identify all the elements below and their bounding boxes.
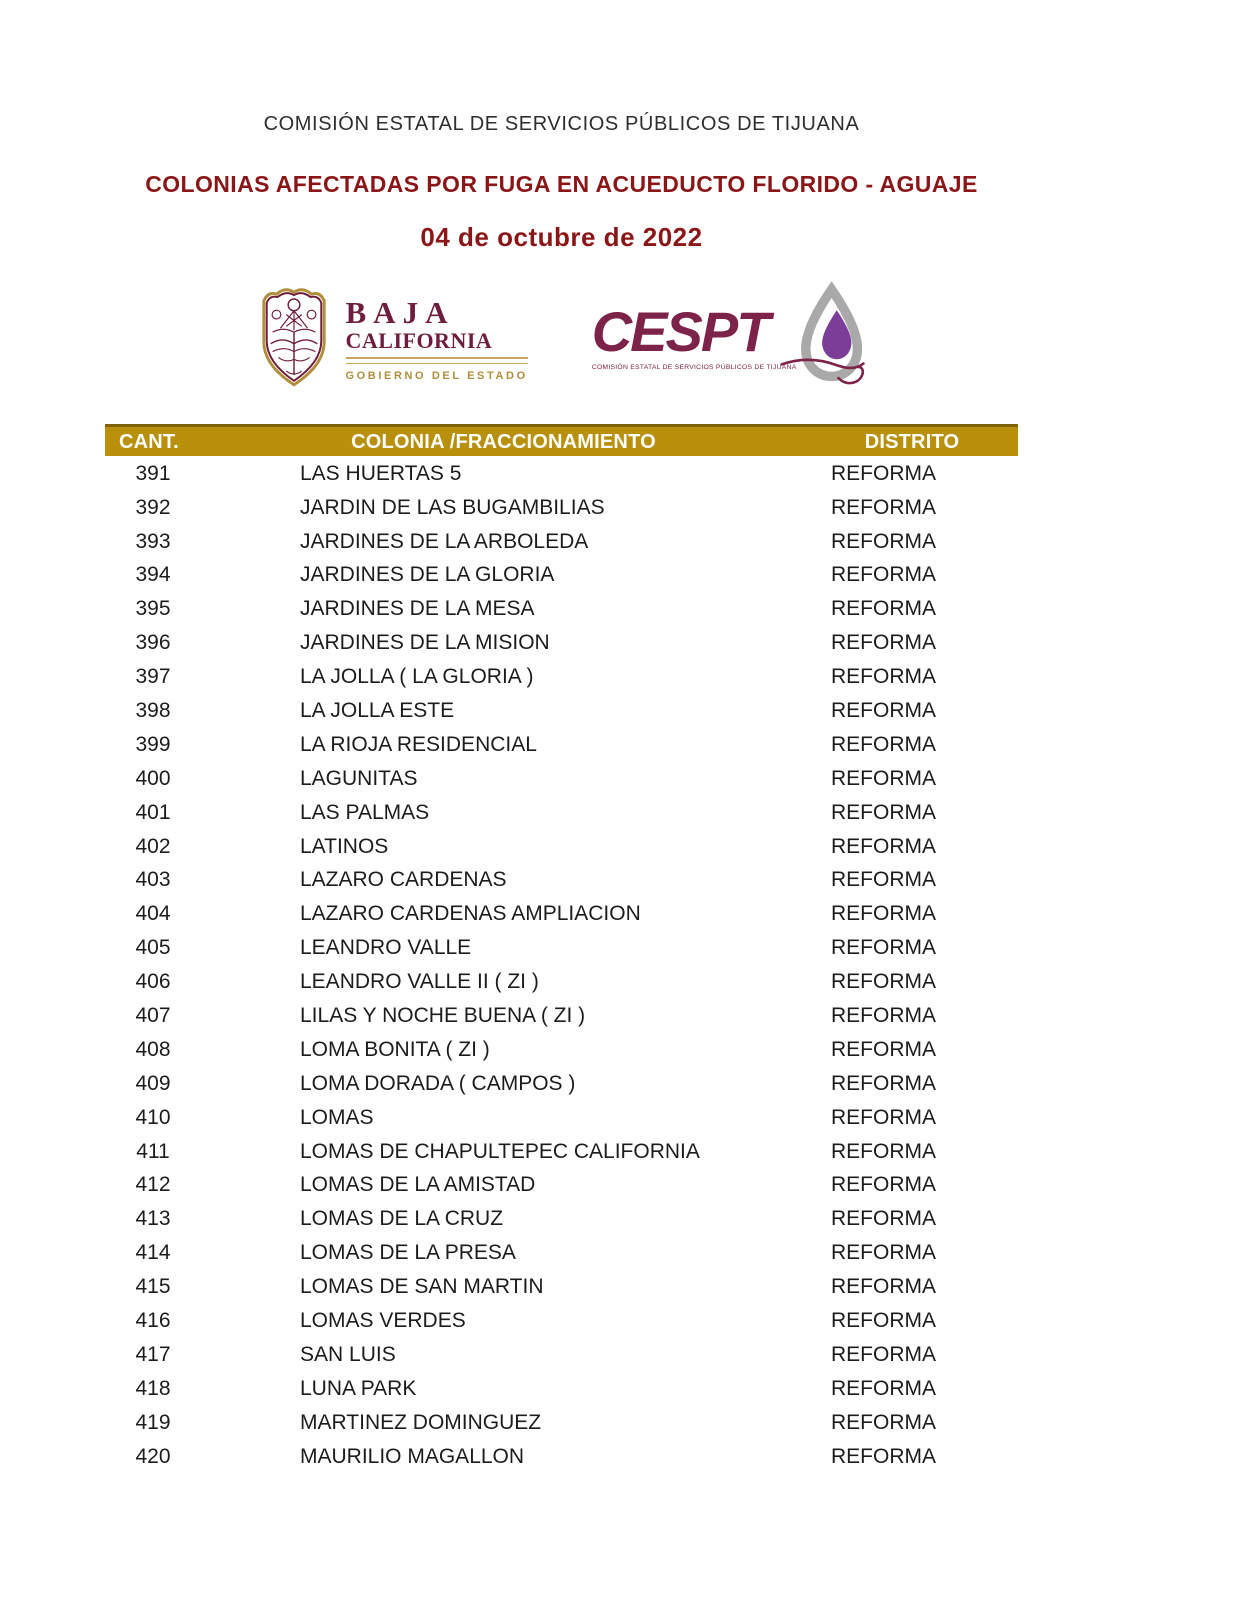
cespt-water-drop-icon: [780, 280, 866, 397]
table-body: [105, 456, 1018, 1473]
cant-cell: 393: [135, 529, 171, 553]
colonia-cell: JARDINES DE LA GLORIA: [300, 563, 555, 587]
colonia-cell: LOMAS DE LA PRESA: [300, 1241, 516, 1265]
table-row: [105, 1439, 1018, 1473]
table-row: [105, 1066, 1018, 1100]
cant-cell: 415: [135, 1275, 171, 1299]
distrito-cell: REFORMA: [831, 461, 936, 485]
cant-cell: 406: [135, 970, 171, 994]
cant-cell: 400: [135, 766, 171, 790]
colonia-cell: LOMAS DE CHAPULTEPEC CALIFORNIA: [300, 1139, 700, 1163]
colonia-cell: JARDIN DE LAS BUGAMBILIAS: [300, 495, 605, 519]
colonia-cell: LOMA BONITA ( ZI ): [300, 1037, 490, 1061]
baja-name-line2: CALIFORNIA: [345, 328, 493, 354]
cant-cell: 402: [135, 834, 171, 858]
table-row: [105, 1304, 1018, 1338]
cespt-logo: [592, 282, 867, 397]
table-row: [105, 490, 1018, 524]
cant-cell: 395: [135, 597, 171, 621]
cant-cell: 399: [135, 732, 171, 756]
table-row: [105, 999, 1018, 1033]
table-row: [105, 897, 1018, 931]
cant-cell: 414: [135, 1241, 171, 1265]
distrito-cell: REFORMA: [831, 1444, 936, 1468]
table-row: [105, 1371, 1018, 1405]
distrito-cell: REFORMA: [831, 1241, 936, 1265]
table-row: [105, 660, 1018, 694]
distrito-cell: REFORMA: [831, 495, 936, 519]
table-row: [105, 456, 1018, 490]
cant-cell: 391: [135, 461, 171, 485]
cant-cell: 403: [135, 868, 171, 892]
table-header-row: [105, 425, 1018, 456]
distrito-cell: REFORMA: [831, 665, 936, 689]
colonia-cell: LATINOS: [300, 834, 389, 858]
baja-wordmark: [346, 297, 528, 382]
distrito-cell: REFORMA: [831, 1342, 936, 1366]
baja-divider-rule: [346, 357, 528, 364]
baja-coat-of-arms-icon: [257, 285, 331, 394]
cant-cell: 411: [136, 1139, 170, 1163]
distrito-cell: REFORMA: [831, 1410, 936, 1434]
cant-cell: 404: [135, 902, 171, 926]
distrito-cell: REFORMA: [831, 868, 936, 892]
colonia-cell: LUNA PARK: [300, 1376, 417, 1400]
cant-cell: 392: [135, 495, 171, 519]
table-row: [105, 1405, 1018, 1439]
colonia-cell: SAN LUIS: [300, 1342, 396, 1366]
colonia-cell: MARTINEZ DOMINGUEZ: [300, 1410, 542, 1434]
table-row: [105, 1337, 1018, 1371]
cespt-acronym: CESPT: [591, 300, 769, 364]
doc-title: COLONIAS AFECTADAS POR FUGA EN ACUEDUCTO FLORIDO - AGUAJE: [145, 171, 978, 197]
colonia-cell: LAZARO CARDENAS: [300, 868, 507, 892]
table-row: [105, 1270, 1018, 1304]
distrito-cell: REFORMA: [831, 766, 936, 790]
colonias-table: [105, 424, 1018, 1473]
document: [105, 0, 1018, 1473]
table-row: [105, 1168, 1018, 1202]
header-colonia: COLONIA /FRACCIONAMIENTO: [351, 430, 656, 453]
table-row: [105, 1236, 1018, 1270]
table-row: [105, 592, 1018, 626]
colonia-cell: JARDINES DE LA MESA: [300, 597, 535, 621]
cespt-subtitle: COMISIÓN ESTATAL DE SERVICIOS PÚBLICOS DE TIJUANA: [591, 363, 797, 371]
table-row: [105, 694, 1018, 728]
colonia-cell: LA JOLLA ( LA GLORIA ): [300, 665, 534, 689]
colonia-cell: LOMA DORADA ( CAMPOS ): [300, 1071, 576, 1095]
colonia-cell: LAS HUERTAS 5: [300, 461, 462, 485]
header-cant: CANT.: [119, 430, 179, 453]
cespt-wordmark: [591, 300, 797, 371]
table-row: [105, 761, 1018, 795]
colonia-cell: JARDINES DE LA MISION: [300, 631, 550, 655]
cant-cell: 413: [135, 1207, 171, 1231]
table-row: [105, 626, 1018, 660]
colonia-cell: LEANDRO VALLE II ( ZI ): [300, 970, 539, 994]
distrito-cell: REFORMA: [831, 563, 936, 587]
table-row: [105, 795, 1018, 829]
org-title: COMISIÓN ESTATAL DE SERVICIOS PÚBLICOS DE TIJUANA: [263, 113, 860, 135]
distrito-cell: REFORMA: [831, 1275, 936, 1299]
cant-cell: 396: [135, 631, 171, 655]
colonia-cell: LA RIOJA RESIDENCIAL: [300, 732, 537, 756]
table-row: [105, 1202, 1018, 1236]
cant-cell: 417: [135, 1342, 171, 1366]
colonia-cell: LOMAS DE LA CRUZ: [300, 1207, 504, 1231]
colonia-cell: LOMAS DE LA AMISTAD: [300, 1173, 536, 1197]
cant-cell: 418: [135, 1376, 171, 1400]
colonia-cell: MAURILIO MAGALLON: [300, 1444, 525, 1468]
baja-name-line1: BAJA: [345, 295, 455, 331]
cant-cell: 416: [135, 1308, 171, 1332]
colonia-cell: LOMAS DE SAN MARTIN: [300, 1275, 544, 1299]
distrito-cell: REFORMA: [831, 698, 936, 722]
distrito-cell: REFORMA: [831, 529, 936, 553]
cant-cell: 401: [135, 800, 171, 824]
header-distrito: DISTRITO: [864, 430, 960, 453]
table-row: [105, 1100, 1018, 1134]
distrito-cell: REFORMA: [831, 631, 936, 655]
cant-cell: 410: [135, 1105, 171, 1129]
colonia-cell: LA JOLLA ESTE: [300, 698, 455, 722]
baja-tagline: GOBIERNO DEL ESTADO: [345, 370, 528, 383]
cant-cell: 398: [135, 698, 171, 722]
logos-row: [105, 283, 1018, 397]
distrito-cell: REFORMA: [831, 1207, 936, 1231]
distrito-cell: REFORMA: [831, 970, 936, 994]
cant-cell: 419: [135, 1410, 171, 1434]
table-row: [105, 829, 1018, 863]
table-row: [105, 727, 1018, 761]
table-row: [105, 931, 1018, 965]
colonia-cell: LOMAS VERDES: [300, 1308, 466, 1332]
colonia-cell: LEANDRO VALLE: [300, 936, 472, 960]
colonia-cell: LOMAS: [300, 1105, 374, 1129]
cant-cell: 405: [135, 936, 171, 960]
colonias-table-section: [105, 424, 1018, 1473]
distrito-cell: REFORMA: [831, 1173, 936, 1197]
distrito-cell: REFORMA: [831, 1376, 936, 1400]
distrito-cell: REFORMA: [831, 1071, 936, 1095]
colonia-cell: LILAS Y NOCHE BUENA ( ZI ): [300, 1003, 586, 1027]
distrito-cell: REFORMA: [831, 936, 936, 960]
table-row: [105, 524, 1018, 558]
distrito-cell: REFORMA: [831, 834, 936, 858]
cant-cell: 412: [135, 1173, 171, 1197]
colonia-cell: LAS PALMAS: [300, 800, 430, 824]
cant-cell: 394: [135, 563, 171, 587]
distrito-cell: REFORMA: [831, 902, 936, 926]
distrito-cell: REFORMA: [831, 1139, 936, 1163]
table-row: [105, 863, 1018, 897]
colonia-cell: LAZARO CARDENAS AMPLIACION: [300, 902, 641, 926]
colonia-cell: JARDINES DE LA ARBOLEDA: [300, 529, 589, 553]
distrito-cell: REFORMA: [831, 732, 936, 756]
doc-date: 04 de octubre de 2022: [420, 221, 703, 252]
cant-cell: 408: [135, 1037, 171, 1061]
baja-california-logo: [257, 285, 528, 394]
distrito-cell: REFORMA: [831, 1037, 936, 1061]
table-row: [105, 558, 1018, 592]
distrito-cell: REFORMA: [831, 800, 936, 824]
distrito-cell: REFORMA: [831, 597, 936, 621]
distrito-cell: REFORMA: [831, 1003, 936, 1027]
cant-cell: 420: [135, 1444, 171, 1468]
colonia-cell: LAGUNITAS: [300, 766, 418, 790]
distrito-cell: REFORMA: [831, 1105, 936, 1129]
table-row: [105, 965, 1018, 999]
table-row: [105, 1032, 1018, 1066]
table-row: [105, 1134, 1018, 1168]
distrito-cell: REFORMA: [831, 1308, 936, 1332]
cant-cell: 397: [135, 665, 171, 689]
cant-cell: 407: [135, 1003, 171, 1027]
cant-cell: 409: [135, 1071, 171, 1095]
